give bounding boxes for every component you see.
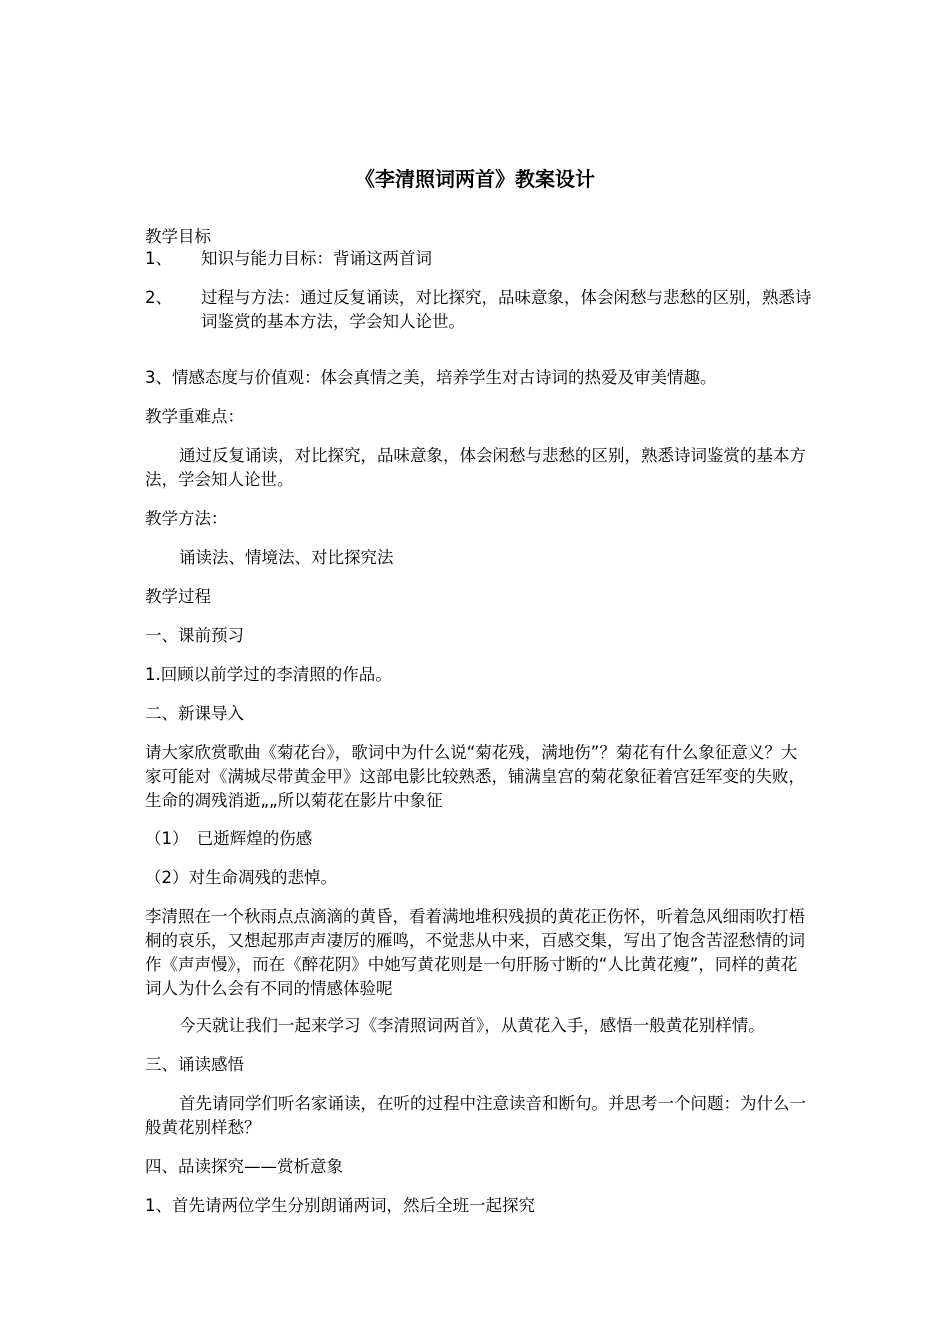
part3-heading: 三、诵读感悟: [145, 1054, 244, 1074]
objective-item-1: [145, 247, 813, 271]
methods-heading: 教学方法：: [145, 508, 228, 528]
methods-text: 诵读法、情境法、对比探究法: [179, 547, 394, 567]
part2-story-text: 李清照在一个秋雨点点滴滴的黄昏，看着满地堆积残损的黄花正伤怀，听着急风细雨吹打梧桐的哀乐，又想起那声声凄厉的雁鸣，不觉悲从中来，百感交集，写出了饱含苦涩愁情的词作《声声慢》，而在《醉花阴》中她写黄花则是一句肝肠寸断的“人比黄花瘦”，同样的黄花词人为什么会有不同的情感体验呢: [145, 906, 805, 998]
objective-item-2: [145, 286, 813, 334]
part2-intro-text: 请大家欣赏歌曲《菊花台》，歌词中为什么说“菊花残，满地伤”？菊花有什么象征意义？大家可能对《满城尽带黄金甲》这部电影比较熟悉，铺满皇宫的菊花象征着宫廷军变的失败，生命的凋残消逝„„所以菊花在影片中象征: [145, 742, 805, 810]
part4-item-1: 1、首先请两位学生分别朗诵两词，然后全班一起探究: [145, 1195, 535, 1215]
part2-point-1: （1） 已逝辉煌的伤感: [145, 828, 313, 848]
objectives-heading: 教学目标: [145, 226, 211, 246]
part2-heading: 二、新课导入: [145, 703, 244, 723]
part3-text: 首先请同学们听名家诵读，在听的过程中注意读音和断句。并思考一个问题：为什么一般黄花别样愁？: [145, 1093, 806, 1137]
objective-number: 1、: [145, 249, 172, 268]
document-title: 《李清照词两首》教案设计: [355, 167, 595, 191]
part2-today-text: 今天就让我们一起来学习《李清照词两首》，从黄花入手，感悟一般黄花别样情。: [179, 1015, 765, 1035]
objective-text: 过程与方法：通过反复诵读，对比探究，品味意象，体会闲愁与悲愁的区别，熟悉诗词鉴赏的基本方法，学会知人论世。: [201, 288, 812, 331]
part1-item: 1.回顾以前学过的李清照的作品。: [145, 664, 392, 684]
process-heading: 教学过程: [145, 586, 211, 606]
objective-item-3: 3、情感态度与价值观：体会真情之美，培养学生对古诗词的热爱及审美情趣。: [145, 367, 717, 387]
key-points-heading: 教学重难点：: [145, 406, 244, 426]
part4-heading: 四、品读探究——赏析意象: [145, 1156, 343, 1176]
objective-number: 2、: [145, 288, 172, 307]
key-points-text: 通过反复诵读，对比探究，品味意象，体会闲愁与悲愁的区别，熟悉诗词鉴赏的基本方法，学会知人论世。: [145, 445, 806, 489]
objective-text: 知识与能力目标：背诵这两首词: [201, 249, 432, 268]
part2-point-2: （2）对生命凋残的悲悼。: [145, 867, 337, 887]
part1-heading: 一、课前预习: [145, 625, 244, 645]
